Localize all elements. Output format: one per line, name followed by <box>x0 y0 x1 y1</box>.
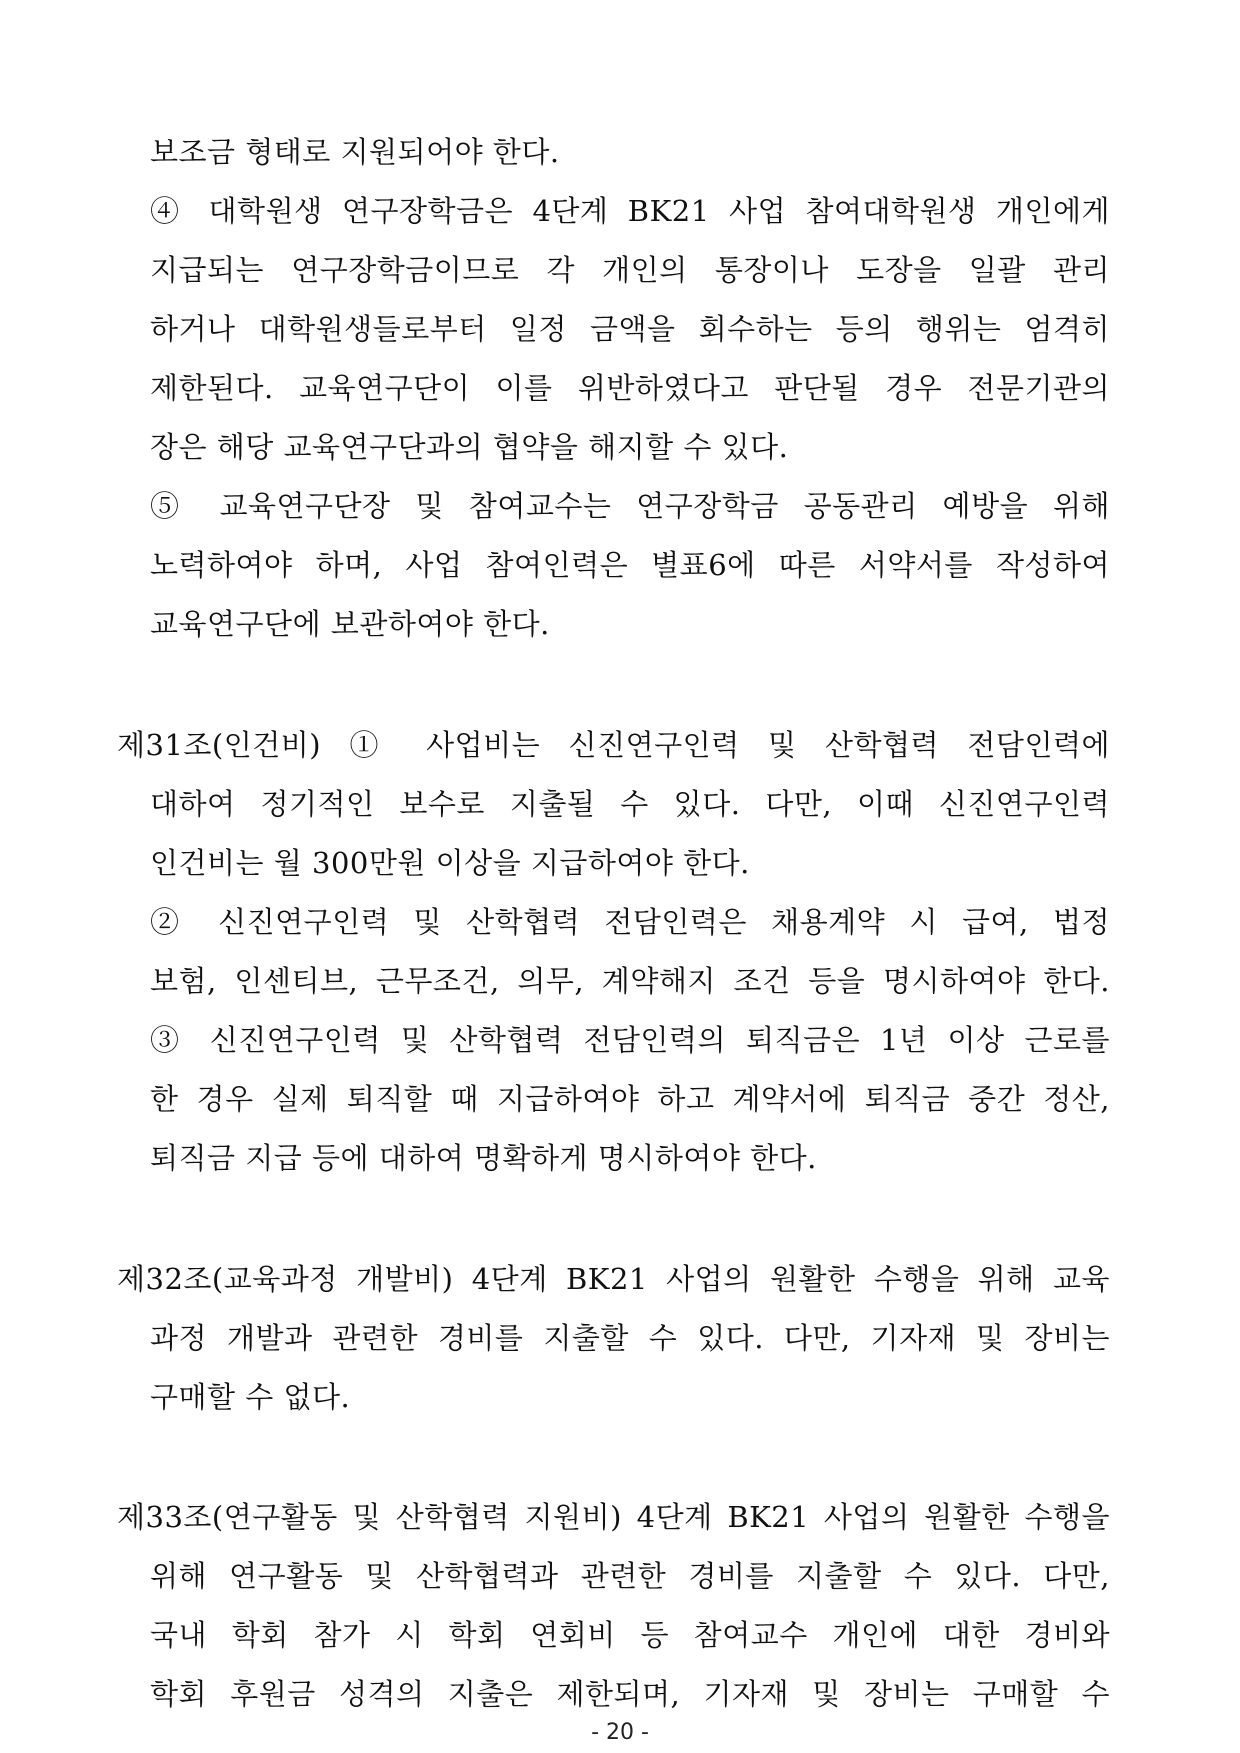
text-line-art32-3: 구매할 수 없다. <box>150 1380 351 1414</box>
text-line-art30-item4-2: 지급되는 연구장학금이므로 각 개인의 통장이나 도장을 일괄 관리 <box>150 253 1110 287</box>
article-31-heading-line: 제31조(인건비) ① 사업비는 신진연구인력 및 산학협력 전담인력에 <box>117 728 1110 762</box>
article-32-heading-line: 제32조(교육과정 개발비) 4단계 BK21 사업의 원활한 수행을 위해 교육 <box>117 1262 1110 1296</box>
text-line-art31-item3-3: 퇴직금 지급 등에 대하여 명확하게 명시하여야 한다. <box>150 1141 817 1175</box>
text-line-art31-2: 대하여 정기적인 보수로 지출될 수 있다. 다만, 이때 신진연구인력 <box>150 787 1110 821</box>
article-33-heading-line: 제33조(연구활동 및 산학협력 지원비) 4단계 BK21 사업의 원활한 수행을 <box>117 1500 1110 1534</box>
text-line-art32-2: 과정 개발과 관련한 경비를 지출할 수 있다. 다만, 기자재 및 장비는 <box>150 1321 1110 1355</box>
text-line-art30-item5-1: ⑤ 교육연구단장 및 참여교수는 연구장학금 공동관리 예방을 위해 <box>150 489 1110 523</box>
text-line-art30-item5-3: 교육연구단에 보관하여야 한다. <box>150 607 550 641</box>
text-line-art31-item3-1: ③ 신진연구인력 및 산학협력 전담인력의 퇴직금은 1년 이상 근로를 <box>150 1023 1110 1057</box>
text-line-art30-item4-3: 하거나 대학원생들로부터 일정 금액을 회수하는 등의 행위는 엄격히 <box>150 312 1110 346</box>
text-line-art33-3: 국내 학회 참가 시 학회 연회비 등 참여교수 개인에 대한 경비와 <box>150 1618 1110 1652</box>
text-line-art30-item4-4: 제한된다. 교육연구단이 이를 위반하였다고 판단될 경우 전문기관의 <box>150 371 1110 405</box>
text-line-art30-item4-5: 장은 해당 교육연구단과의 협약을 해지할 수 있다. <box>150 430 789 464</box>
text-line-art31-item2-1: ② 신진연구인력 및 산학협력 전담인력은 채용계약 시 급여, 법정 <box>150 905 1110 939</box>
text-line-art33-2: 위해 연구활동 및 산학협력과 관련한 경비를 지출할 수 있다. 다만, <box>150 1559 1110 1593</box>
text-line-art33-4: 학회 후원금 성격의 지출은 제한되며, 기자재 및 장비는 구매할 수 <box>150 1677 1110 1711</box>
text-line-art30-item5-2: 노력하여야 하며, 사업 참여인력은 별표6에 따른 서약서를 작성하여 <box>150 548 1110 582</box>
text-line-art31-3: 인건비는 월 300만원 이상을 지급하여야 한다. <box>150 846 750 880</box>
text-line-art30-item4-1: ④ 대학원생 연구장학금은 4단계 BK21 사업 참여대학원생 개인에게 <box>150 194 1110 228</box>
text-line-art31-item2-2: 보험, 인센티브, 근무조건, 의무, 계약해지 조건 등을 명시하여야 한다. <box>150 964 1110 998</box>
text-line-art30-1: 보조금 형태로 지원되어야 한다. <box>150 135 560 169</box>
text-line-art31-item3-2: 한 경우 실제 퇴직할 때 지급하여야 하고 계약서에 퇴직금 중간 정산, <box>150 1082 1110 1116</box>
page-number: - 20 - <box>591 1720 649 1745</box>
